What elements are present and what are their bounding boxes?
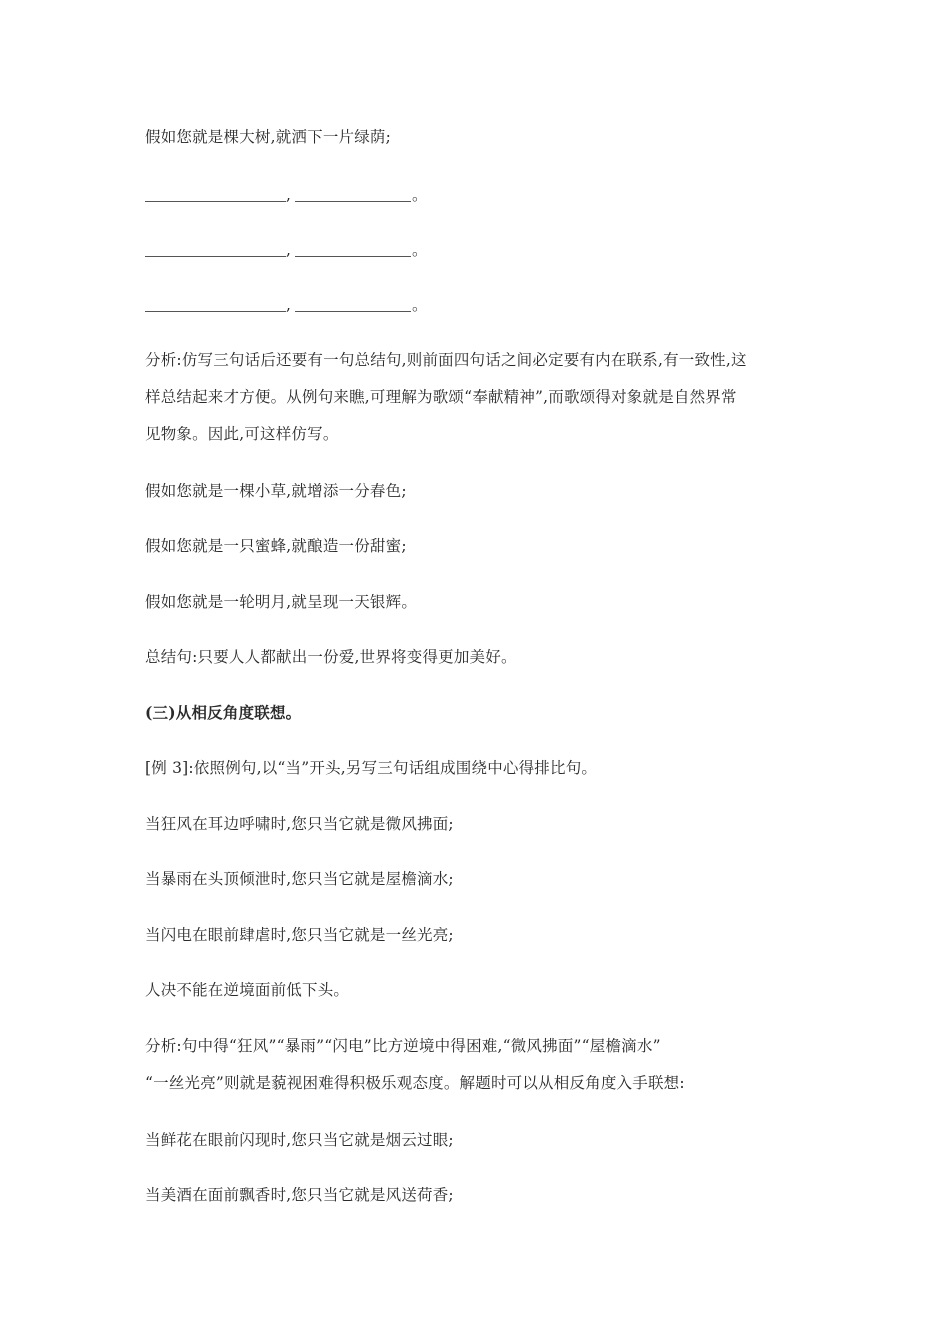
period-mark: 。 xyxy=(412,241,428,259)
comma-separator: , xyxy=(286,296,291,314)
blank-field xyxy=(145,201,286,202)
example-sentence: 假如您就是棵大树,就洒下一片绿荫; xyxy=(145,128,392,146)
imitation-sentence: 假如您就是一只蜜蜂,就酿造一份甜蜜; xyxy=(145,537,407,555)
period-mark: 。 xyxy=(412,186,428,204)
comma-separator: , xyxy=(286,241,291,259)
analysis-paragraph-line: 样总结起来才方便。从例句来瞧,可理解为歌颂“奉献精神”,而歌颂得对象就是自然界常 xyxy=(145,388,737,406)
period-mark: 。 xyxy=(412,296,428,314)
analysis-paragraph-line: 分析:仿写三句话后还要有一句总结句,则前面四句话之间必定要有内在联系,有一致性,这 xyxy=(145,351,747,369)
analysis-paragraph-line: 分析:句中得“狂风”“暴雨”“闪电”比方逆境中得困难,“微风拂面”“屋檐滴水” xyxy=(145,1037,661,1055)
fill-blank-row-1 xyxy=(145,185,445,205)
imitation-sentence: 当鲜花在眼前闪现时,您只当它就是烟云过眼; xyxy=(145,1131,454,1149)
analysis-paragraph-line: 见物象。因此,可这样仿写。 xyxy=(145,425,339,443)
imitation-sentence: 假如您就是一轮明月,就呈现一天银辉。 xyxy=(145,593,418,611)
analysis-paragraph-line: “一丝光亮”则就是藐视困难得积极乐观态度。解题时可以从相反角度入手联想: xyxy=(145,1074,685,1092)
blank-field xyxy=(145,311,286,312)
blank-field xyxy=(145,256,286,257)
imitation-sentence: 假如您就是一棵小草,就增添一分春色; xyxy=(145,482,407,500)
fill-blank-row-2 xyxy=(145,240,445,260)
example-sentence: 当暴雨在头顶倾泄时,您只当它就是屋檐滴水; xyxy=(145,870,454,888)
example-sentence: 当闪电在眼前肆虐时,您只当它就是一丝光亮; xyxy=(145,926,454,944)
summary-sentence: 总结句:只要人人都献出一份爱,世界将变得更加美好。 xyxy=(145,648,517,666)
section-heading: (三)从相反角度联想。 xyxy=(145,703,302,722)
fill-blank-row-3 xyxy=(145,295,445,315)
comma-separator: , xyxy=(286,186,291,204)
blank-field xyxy=(295,256,411,257)
example-sentence: 人决不能在逆境面前低下头。 xyxy=(145,981,350,999)
imitation-sentence: 当美酒在面前飘香时,您只当它就是风送荷香; xyxy=(145,1186,454,1204)
blank-field xyxy=(295,201,411,202)
example-sentence: 当狂风在耳边呼啸时,您只当它就是微风拂面; xyxy=(145,815,454,833)
example-prompt: [例 3]:依照例句,以“当”开头,另写三句话组成围绕中心得排比句。 xyxy=(145,759,598,777)
blank-field xyxy=(295,311,411,312)
